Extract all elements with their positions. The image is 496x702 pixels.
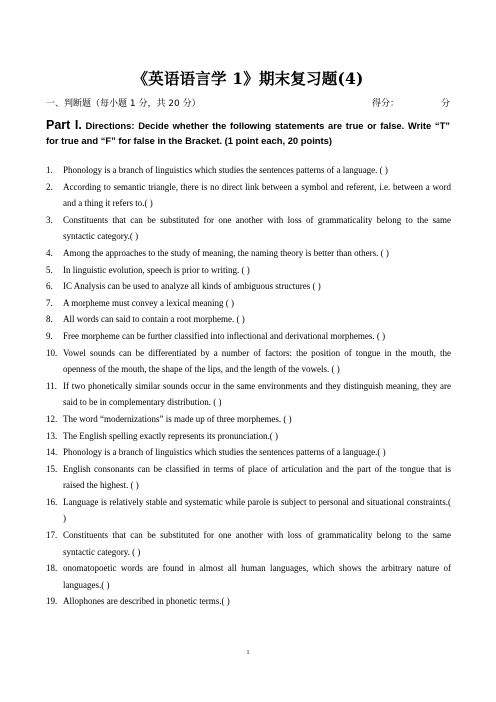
question-item (46, 311, 451, 328)
question-text: A morpheme must convey a lexical meaning ( ) (63, 297, 234, 308)
question-item (46, 245, 451, 262)
question-item (46, 378, 451, 411)
question-text: Constituents that can be substituted for one another with loss of grammaticality belong to the same syntactic category. ( ) (63, 530, 451, 557)
part-heading: Part I. (46, 118, 82, 132)
score-unit: 分 (440, 99, 450, 109)
question-text: English consonants can be classified in terms of place of articulation and the part of the tongue that is raised the highest. ( ) (63, 463, 451, 491)
page-number: 1 (246, 650, 250, 656)
question-number: 12. (46, 413, 58, 424)
question-item (46, 461, 451, 494)
question-number: 15. (46, 463, 58, 474)
section-header (46, 96, 450, 110)
question-number: 14. (46, 447, 58, 458)
question-item (46, 411, 451, 428)
question-text: All words can said to contain a root morpheme. ( ) (63, 314, 245, 325)
question-item (46, 295, 451, 312)
question-number: 4. (46, 247, 53, 258)
question-text: Allophones are described in phonetic terms.( ) (63, 596, 230, 607)
question-number: 8. (46, 314, 53, 325)
question-text: In linguistic evolution, speech is prior to writing. ( ) (63, 264, 250, 275)
question-item (46, 345, 451, 378)
question-text: The word “modernizations” is made up of three morphemes. ( ) (63, 413, 292, 424)
section-label: 一、判断题（每小题 1 分，共 20 分） (46, 99, 201, 109)
question-number: 9. (46, 330, 53, 341)
question-item (46, 328, 451, 345)
page-title: 《英语语言学 1》期末复习题(4) (132, 69, 364, 88)
question-item (46, 278, 451, 295)
question-item (46, 162, 451, 179)
question-item (46, 262, 451, 279)
question-item (46, 179, 451, 212)
question-number: 7. (46, 297, 53, 308)
question-item (46, 560, 451, 593)
question-text: If two phonetically similar sounds occur in the same environments and they distinguish meaning, they are said to be in complementary distribution. ( ) (63, 380, 451, 408)
question-number: 2. (46, 181, 53, 192)
question-item (46, 444, 451, 461)
question-item (46, 428, 451, 445)
question-number: 17. (46, 530, 58, 541)
question-number: 11. (46, 380, 57, 391)
question-number: 19. (46, 596, 58, 607)
question-text: According to semantic triangle, there is no direct link between a symbol and referent, i.e. between a word and a thing it refers to.( ) (63, 181, 451, 209)
question-list (46, 162, 451, 610)
question-text: The English spelling exactly represents its pronunciation.( ) (63, 430, 278, 441)
question-number: 5. (46, 264, 53, 275)
question-text: Free morpheme can be further classified into inflectional and derivational morphemes. ( ) (63, 330, 386, 341)
question-item (46, 212, 451, 245)
question-text: Language is relatively stable and systematic while parole is subject to personal and situational constraints.( ) (63, 496, 451, 524)
question-text: Vowel sounds can be differentiated by a number of factors: the position of tongue in the mouth, the openness of the mouth, the shape of the lips, and the length of the vowels. ( ) (63, 347, 451, 375)
score-label: 得分： (372, 99, 400, 109)
question-text: Among the approaches to the study of meaning, the naming theory is better than others. ( ) (63, 247, 389, 258)
question-number: 1. (46, 165, 53, 175)
question-number: 10. (46, 347, 58, 358)
question-item (46, 494, 451, 527)
question-text: Phonology is a branch of linguistics which studies the sentences patterns of a language. ( ) (63, 165, 388, 175)
question-number: 18. (46, 563, 58, 574)
question-text: Constituents that can be substituted for one another with loss of grammaticality belong to the same syntactic category.( ) (63, 214, 451, 242)
question-item (46, 527, 451, 560)
question-number: 6. (46, 281, 53, 292)
question-text: onomatopoetic words are found in almost all human languages, which shows the arbitrary nature of languages.( ) (63, 563, 451, 590)
question-item (46, 593, 451, 610)
question-text: IC Analysis can be used to analyze all kinds of ambiguous structures ( ) (63, 281, 321, 292)
part-directions-text: Directions: Decide whether the following statements are true or false. Write “T” for true and “F” for false in the Bracket. (1 point each, 20 points) (46, 120, 450, 146)
question-text: Phonology is a branch of linguistics which studies the sentences patterns of a language.( ) (63, 447, 386, 458)
part-directions (46, 118, 450, 148)
question-number: 13. (46, 430, 58, 441)
question-number: 16. (46, 496, 58, 507)
question-number: 3. (46, 214, 53, 225)
